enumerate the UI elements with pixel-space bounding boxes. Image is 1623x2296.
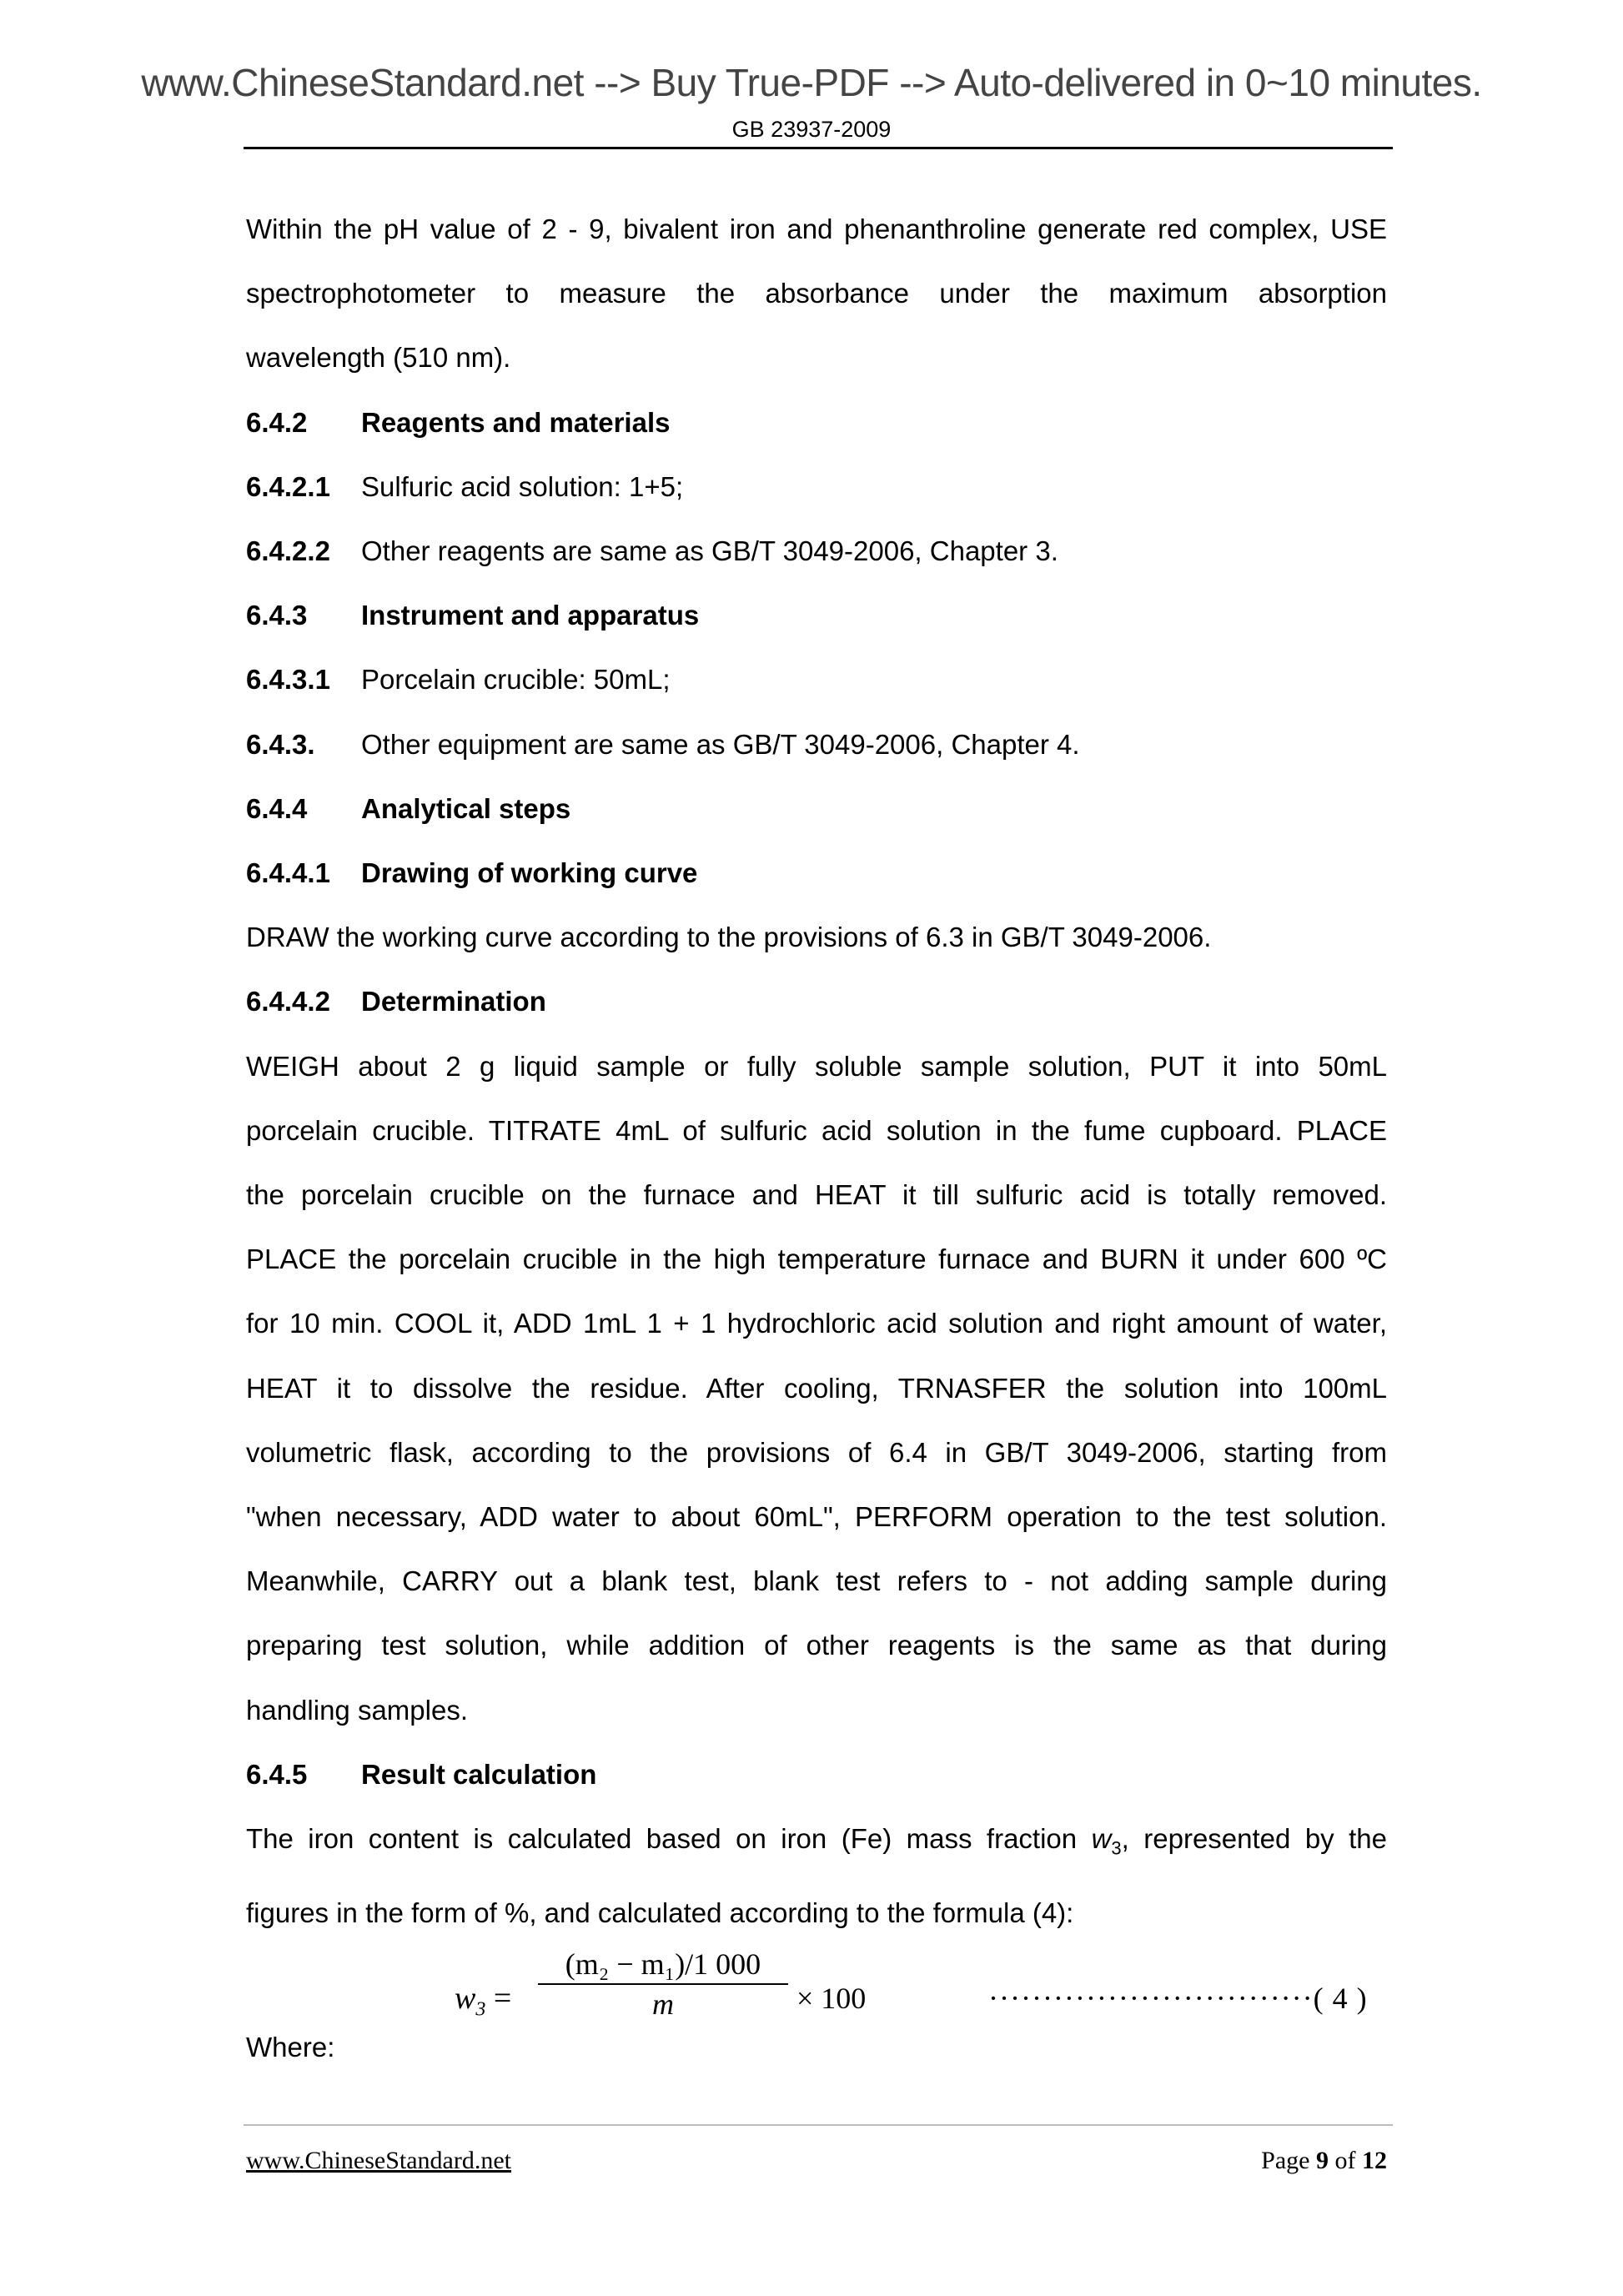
paragraph-line: the porcelain crucible on the furnace and HEAT it till sulfuric acid is totally removed. [246, 1179, 1387, 1211]
standard-number: GB 23937-2009 [731, 117, 892, 142]
page-number: Page 9 of 12 [1261, 2147, 1387, 2174]
paragraph-line: for 10 min. COOL it, ADD 1mL 1 + 1 hydrochloric acid solution and right amount of water, [246, 1308, 1387, 1339]
formula-label: ( 4 ) [1313, 1982, 1368, 2016]
paragraph-line: HEAT it to dissolve the residue. After cooling, TRNASFER the solution into 100mL [246, 1372, 1387, 1404]
clause: 6.4.2.2 Other reagents are same as GB/T 3049-2006, Chapter 3. [246, 535, 1058, 567]
determination-paragraph [246, 1034, 1387, 1742]
paragraph-line: Within the pH value of 2 - 9, bivalent iron and phenanthroline generate red complex, USE [246, 214, 1387, 244]
where-label: Where: [246, 2032, 335, 2063]
section-heading: 6.4.3 Instrument and apparatus [246, 600, 700, 631]
paragraph-line: WEIGH about 2 g liquid sample or fully soluble sample solution, PUT it into 50mL [246, 1050, 1387, 1082]
section-heading: 6.4.2 Reagents and materials [246, 406, 671, 438]
paragraph-line: spectrophotometer to measure the absorbance under the maximum absorption [246, 278, 1387, 309]
paragraph-line: porcelain crucible. TITRATE 4mL of sulfuric acid solution in the fume cupboard. PLACE [246, 1114, 1387, 1146]
clause: 6.4.3. Other equipment are same as GB/T 3049-2006, Chapter 4. [246, 728, 1080, 760]
section-heading: 6.4.4.1 Drawing of working curve [246, 857, 698, 889]
section-heading: 6.4.5 Result calculation [246, 1758, 597, 1790]
paragraph-line: "when necessary, ADD water to about 60mL", PERFORM operation to the test solution. [246, 1501, 1387, 1533]
section-heading: 6.4.4.2 Determination [246, 986, 546, 1017]
footer-divider [244, 2124, 1393, 2126]
clause: 6.4.2.1 Sulfuric acid solution: 1+5; [246, 470, 684, 502]
fraction: $\frac{\text{(m₂ − m₁)/1 000}}{m}$ [538, 1945, 788, 2023]
clause: 6.4.3.1 Porcelain crucible: 50mL; [246, 664, 671, 696]
paragraph-line: The iron content is calculated based on iron (Fe) mass fraction $w_3$, represented by the [246, 1823, 1387, 1859]
paragraph-line: wavelength (510 nm). [246, 342, 511, 374]
formula-4: $w_3$ = $\frac{\text{(m₂ − m₁)/1 000}}{m}$ × 100 ······························( 4 ) [246, 1945, 1387, 2020]
paragraph-line: Meanwhile, CARRY out a blank test, blank test refers to - not adding sample during [246, 1565, 1387, 1597]
section-heading: 6.4.4 Analytical steps [246, 792, 571, 824]
header-divider [244, 147, 1393, 149]
banner: www.ChineseStandard.net --> Buy True-PDF --> Auto-delivered in 0~10 minutes. [141, 61, 1482, 104]
document-body [246, 197, 1387, 2079]
paragraph-line: handling samples. [246, 1694, 468, 1726]
paragraph-line: PLACE the porcelain crucible in the high temperature furnace and BURN it under 600 ºC [246, 1243, 1387, 1275]
paragraph-line: preparing test solution, while addition of other reagents is the same as that during [246, 1630, 1387, 1661]
paragraph-line: figures in the form of %, and calculated according to the formula (4): [246, 1897, 1074, 1928]
paragraph-line: DRAW the working curve according to the provisions of 6.3 in GB/T 3049-2006. [246, 922, 1212, 953]
paragraph-line: volumetric flask, according to the provisions of 6.4 in GB/T 3049-2006, starting from [246, 1436, 1387, 1468]
footer-link[interactable]: www.ChineseStandard.net [246, 2147, 511, 2174]
